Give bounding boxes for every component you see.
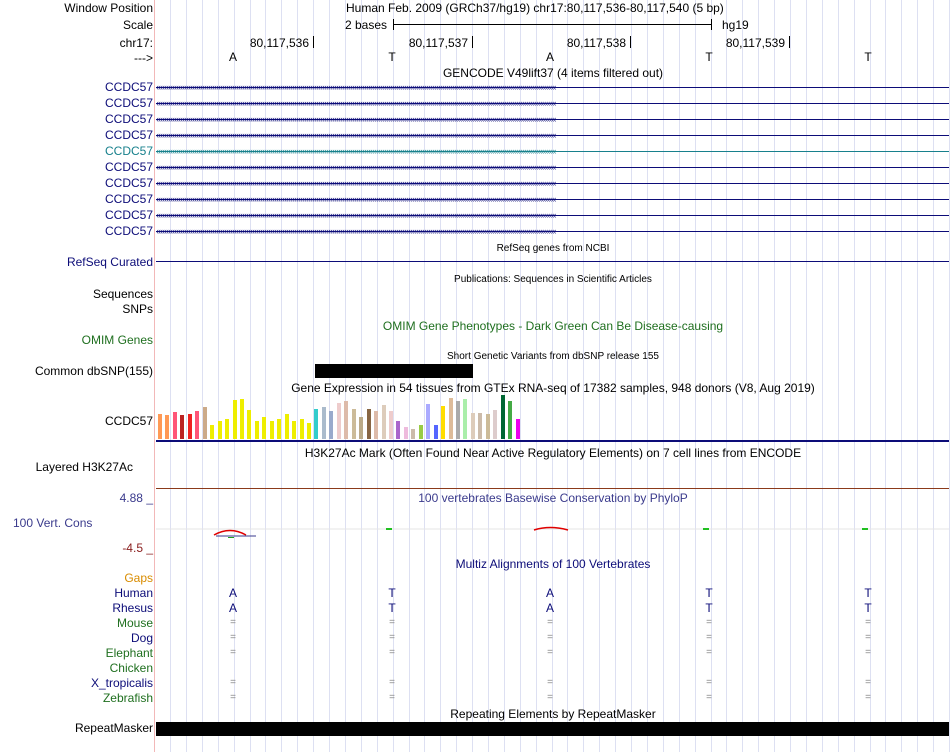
sequences-label[interactable]: Sequences xyxy=(92,287,153,301)
gtex-tissue-bar[interactable] xyxy=(180,415,184,439)
gtex-tissue-bar[interactable] xyxy=(367,409,371,439)
gtex-tissue-bar[interactable] xyxy=(374,411,378,439)
multiz-base: = xyxy=(389,647,395,658)
gtex-tissue-bar[interactable] xyxy=(501,395,505,439)
gtex-tissue-bar[interactable] xyxy=(411,429,415,439)
gencode-transcript[interactable]: ‹‹‹‹‹‹‹‹‹‹‹‹‹‹‹‹‹‹‹‹‹‹‹‹‹‹‹‹‹‹‹‹‹‹‹‹‹‹‹‹‹‹‹‹‹‹‹‹‹‹‹‹‹‹‹‹‹‹‹‹‹‹‹‹‹‹‹‹‹‹‹‹‹‹‹‹‹‹‹‹‹‹‹‹‹‹‹‹‹‹‹‹‹‹‹‹‹‹‹‹‹‹‹‹‹‹‹‹‹‹‹‹‹‹‹‹‹‹‹‹‹‹‹‹‹‹‹‹‹‹‹‹‹‹‹‹‹‹‹‹‹‹‹‹‹‹‹‹‹‹‹‹‹‹‹‹‹‹‹‹‹‹‹‹‹‹‹‹‹‹‹‹‹‹‹‹‹‹‹‹‹‹‹‹‹‹‹‹‹‹‹‹‹‹‹‹‹‹‹‹ xyxy=(156,113,949,127)
gtex-tissue-bar[interactable] xyxy=(285,414,289,439)
multiz-base: T xyxy=(705,601,713,615)
reference-base: T xyxy=(864,50,872,64)
gtex-tissue-bar[interactable] xyxy=(344,401,348,439)
scale-bar xyxy=(393,24,711,25)
multiz-species-label[interactable]: Chicken xyxy=(109,661,153,675)
multiz-species-label[interactable]: Zebrafish xyxy=(102,691,153,705)
multiz-base: = xyxy=(706,632,712,643)
multiz-base: T xyxy=(388,601,396,615)
multiz-base: = xyxy=(230,647,236,658)
phylop-mark-4 xyxy=(703,528,709,530)
dbsnp-feature[interactable] xyxy=(315,364,473,378)
refseq-label[interactable]: RefSeq Curated xyxy=(66,255,153,269)
multiz-base: T xyxy=(388,586,396,600)
scale-value: 2 bases xyxy=(345,18,388,32)
repeatmasker-label[interactable]: RepeatMasker xyxy=(74,721,153,735)
gtex-tissue-bar[interactable] xyxy=(255,421,259,439)
multiz-base: = xyxy=(547,692,553,703)
gtex-tissue-bar[interactable] xyxy=(300,419,304,439)
gencode-track-title[interactable]: GENCODE V49lift37 (4 items filtered out) xyxy=(442,66,664,80)
multiz-base: = xyxy=(865,632,871,643)
gencode-transcript[interactable]: ‹‹‹‹‹‹‹‹‹‹‹‹‹‹‹‹‹‹‹‹‹‹‹‹‹‹‹‹‹‹‹‹‹‹‹‹‹‹‹‹‹‹‹‹‹‹‹‹‹‹‹‹‹‹‹‹‹‹‹‹‹‹‹‹‹‹‹‹‹‹‹‹‹‹‹‹‹‹‹‹‹‹‹‹‹‹‹‹‹‹‹‹‹‹‹‹‹‹‹‹‹‹‹‹‹‹‹‹‹‹‹‹‹‹‹‹‹‹‹‹‹‹‹‹‹‹‹‹‹‹‹‹‹‹‹‹‹‹‹‹‹‹‹‹‹‹‹‹‹‹‹‹‹‹‹‹‹‹‹‹‹‹‹‹‹‹‹‹‹‹‹‹‹‹‹‹‹‹‹‹‹‹‹‹‹‹‹‹‹‹‹‹‹‹‹‹‹‹‹‹ xyxy=(156,129,949,143)
coordinate-label: 80,117,537 xyxy=(408,36,468,50)
coordinate-tick xyxy=(630,36,631,48)
multiz-base: = xyxy=(547,677,553,688)
gencode-gene-label[interactable]: CCDC57 xyxy=(104,112,153,126)
gtex-tissue-bar[interactable] xyxy=(426,404,430,439)
gtex-tissue-bar[interactable] xyxy=(210,425,214,439)
coordinate-tick xyxy=(789,36,790,48)
reference-base: A xyxy=(545,50,554,64)
gencode-gene-label[interactable]: CCDC57 xyxy=(104,80,153,94)
multiz-base: = xyxy=(389,677,395,688)
gtex-tissue-bar[interactable] xyxy=(382,405,386,439)
gencode-transcript[interactable]: ‹‹‹‹‹‹‹‹‹‹‹‹‹‹‹‹‹‹‹‹‹‹‹‹‹‹‹‹‹‹‹‹‹‹‹‹‹‹‹‹‹‹‹‹‹‹‹‹‹‹‹‹‹‹‹‹‹‹‹‹‹‹‹‹‹‹‹‹‹‹‹‹‹‹‹‹‹‹‹‹‹‹‹‹‹‹‹‹‹‹‹‹‹‹‹‹‹‹‹‹‹‹‹‹‹‹‹‹‹‹‹‹‹‹‹‹‹‹‹‹‹‹‹‹‹‹‹‹‹‹‹‹‹‹‹‹‹‹‹‹‹‹‹‹‹‹‹‹‹‹‹‹‹‹‹‹‹‹‹‹‹‹‹‹‹‹‹‹‹‹‹‹‹‹‹‹‹‹‹‹‹‹‹‹‹‹‹‹‹‹‹‹‹‹‹‹‹‹‹‹ xyxy=(156,209,949,223)
multiz-base: = xyxy=(706,677,712,688)
repeatmasker-feature[interactable] xyxy=(156,722,949,736)
gtex-tissue-bar[interactable] xyxy=(352,409,356,439)
gencode-transcript[interactable]: ‹‹‹‹‹‹‹‹‹‹‹‹‹‹‹‹‹‹‹‹‹‹‹‹‹‹‹‹‹‹‹‹‹‹‹‹‹‹‹‹‹‹‹‹‹‹‹‹‹‹‹‹‹‹‹‹‹‹‹‹‹‹‹‹‹‹‹‹‹‹‹‹‹‹‹‹‹‹‹‹‹‹‹‹‹‹‹‹‹‹‹‹‹‹‹‹‹‹‹‹‹‹‹‹‹‹‹‹‹‹‹‹‹‹‹‹‹‹‹‹‹‹‹‹‹‹‹‹‹‹‹‹‹‹‹‹‹‹‹‹‹‹‹‹‹‹‹‹‹‹‹‹‹‹‹‹‹‹‹‹‹‹‹‹‹‹‹‹‹‹‹‹‹‹‹‹‹‹‹‹‹‹‹‹‹‹‹‹‹‹‹‹‹‹‹‹‹‹‹‹ xyxy=(156,193,949,207)
gtex-tissue-bar[interactable] xyxy=(419,425,423,439)
label-divider xyxy=(154,0,155,752)
multiz-base: = xyxy=(547,617,553,628)
gencode-transcript[interactable]: ‹‹‹‹‹‹‹‹‹‹‹‹‹‹‹‹‹‹‹‹‹‹‹‹‹‹‹‹‹‹‹‹‹‹‹‹‹‹‹‹‹‹‹‹‹‹‹‹‹‹‹‹‹‹‹‹‹‹‹‹‹‹‹‹‹‹‹‹‹‹‹‹‹‹‹‹‹‹‹‹‹‹‹‹‹‹‹‹‹‹‹‹‹‹‹‹‹‹‹‹‹‹‹‹‹‹‹‹‹‹‹‹‹‹‹‹‹‹‹‹‹‹‹‹‹‹‹‹‹‹‹‹‹‹‹‹‹‹‹‹‹‹‹‹‹‹‹‹‹‹‹‹‹‹‹‹‹‹‹‹‹‹‹‹‹‹‹‹‹‹‹‹‹‹‹‹‹‹‹‹‹‹‹‹‹‹‹‹‹‹‹‹‹‹‹‹‹‹‹‹ xyxy=(156,161,949,175)
gtex-tissue-bar[interactable] xyxy=(434,425,438,439)
scale-label: Scale xyxy=(122,18,153,32)
scale-bar-right-tick xyxy=(711,19,712,30)
multiz-species-label[interactable]: Human xyxy=(114,586,153,600)
multiz-base: = xyxy=(706,692,712,703)
gtex-tissue-bar[interactable] xyxy=(270,421,274,439)
gtex-tissue-bar[interactable] xyxy=(463,399,467,439)
gtex-track-title[interactable]: Gene Expression in 54 tissues from GTEx RNA-seq of 17382 samples, 948 donors (V8, Aug 2019) xyxy=(291,381,815,395)
multiz-species-label[interactable]: Rhesus xyxy=(112,601,153,615)
gtex-tissue-bar[interactable] xyxy=(307,423,311,439)
multiz-base: = xyxy=(865,692,871,703)
dbsnp-track-title[interactable]: Short Genetic Variants from dbSNP release 155 xyxy=(447,351,659,362)
gtex-tissue-bar[interactable] xyxy=(486,414,490,439)
multiz-species-label[interactable]: Dog xyxy=(130,631,153,645)
gtex-tissue-bar[interactable] xyxy=(203,407,207,439)
multiz-base: = xyxy=(230,617,236,628)
gencode-transcript[interactable]: ‹‹‹‹‹‹‹‹‹‹‹‹‹‹‹‹‹‹‹‹‹‹‹‹‹‹‹‹‹‹‹‹‹‹‹‹‹‹‹‹‹‹‹‹‹‹‹‹‹‹‹‹‹‹‹‹‹‹‹‹‹‹‹‹‹‹‹‹‹‹‹‹‹‹‹‹‹‹‹‹‹‹‹‹‹‹‹‹‹‹‹‹‹‹‹‹‹‹‹‹‹‹‹‹‹‹‹‹‹‹‹‹‹‹‹‹‹‹‹‹‹‹‹‹‹‹‹‹‹‹‹‹‹‹‹‹‹‹‹‹‹‹‹‹‹‹‹‹‹‹‹‹‹‹‹‹‹‹‹‹‹‹‹‹‹‹‹‹‹‹‹‹‹‹‹‹‹‹‹‹‹‹‹‹‹‹‹‹‹‹‹‹‹‹‹‹‹‹‹‹ xyxy=(156,177,949,191)
multiz-base: = xyxy=(389,617,395,628)
refseq-feature[interactable] xyxy=(156,261,949,262)
multiz-base: A xyxy=(228,601,237,615)
scale-bar-left-tick xyxy=(393,19,394,30)
gtex-tissue-bar[interactable] xyxy=(508,401,512,439)
coordinate-label: 80,117,539 xyxy=(725,36,785,50)
gencode-transcript[interactable]: ‹‹‹‹‹‹‹‹‹‹‹‹‹‹‹‹‹‹‹‹‹‹‹‹‹‹‹‹‹‹‹‹‹‹‹‹‹‹‹‹‹‹‹‹‹‹‹‹‹‹‹‹‹‹‹‹‹‹‹‹‹‹‹‹‹‹‹‹‹‹‹‹‹‹‹‹‹‹‹‹‹‹‹‹‹‹‹‹‹‹‹‹‹‹‹‹‹‹‹‹‹‹‹‹‹‹‹‹‹‹‹‹‹‹‹‹‹‹‹‹‹‹‹‹‹‹‹‹‹‹‹‹‹‹‹‹‹‹‹‹‹‹‹‹‹‹‹‹‹‹‹‹‹‹‹‹‹‹‹‹‹‹‹‹‹‹‹‹‹‹‹‹‹‹‹‹‹‹‹‹‹‹‹‹‹‹‹‹‹‹‹‹‹‹‹‹‹‹‹‹ xyxy=(156,81,949,95)
gtex-tissue-bar[interactable] xyxy=(389,411,393,439)
gtex-tissue-bar[interactable] xyxy=(322,407,326,439)
gtex-tissue-bar[interactable] xyxy=(262,417,266,439)
multiz-base: = xyxy=(865,617,871,628)
gtex-tissue-bar[interactable] xyxy=(449,398,453,439)
gencode-transcript[interactable]: ‹‹‹‹‹‹‹‹‹‹‹‹‹‹‹‹‹‹‹‹‹‹‹‹‹‹‹‹‹‹‹‹‹‹‹‹‹‹‹‹‹‹‹‹‹‹‹‹‹‹‹‹‹‹‹‹‹‹‹‹‹‹‹‹‹‹‹‹‹‹‹‹‹‹‹‹‹‹‹‹‹‹‹‹‹‹‹‹‹‹‹‹‹‹‹‹‹‹‹‹‹‹‹‹‹‹‹‹‹‹‹‹‹‹‹‹‹‹‹‹‹‹‹‹‹‹‹‹‹‹‹‹‹‹‹‹‹‹‹‹‹‹‹‹‹‹‹‹‹‹‹‹‹‹‹‹‹‹‹‹‹‹‹‹‹‹‹‹‹‹‹‹‹‹‹‹‹‹‹‹‹‹‹‹‹‹‹‹‹‹‹‹‹‹‹‹‹‹‹‹ xyxy=(156,225,949,239)
multiz-species-label[interactable]: Elephant xyxy=(105,646,153,660)
refseq-track-title[interactable]: RefSeq genes from NCBI xyxy=(496,243,610,254)
gtex-label[interactable]: CCDC57 xyxy=(104,414,153,428)
multiz-base: A xyxy=(228,586,237,600)
multiz-base: = xyxy=(706,647,712,658)
gtex-tissue-bar[interactable] xyxy=(165,415,169,439)
h3k27ac-baseline xyxy=(156,488,949,489)
gencode-gene-label[interactable]: CCDC57 xyxy=(104,160,153,174)
gencode-transcript[interactable]: ‹‹‹‹‹‹‹‹‹‹‹‹‹‹‹‹‹‹‹‹‹‹‹‹‹‹‹‹‹‹‹‹‹‹‹‹‹‹‹‹‹‹‹‹‹‹‹‹‹‹‹‹‹‹‹‹‹‹‹‹‹‹‹‹‹‹‹‹‹‹‹‹‹‹‹‹‹‹‹‹‹‹‹‹‹‹‹‹‹‹‹‹‹‹‹‹‹‹‹‹‹‹‹‹‹‹‹‹‹‹‹‹‹‹‹‹‹‹‹‹‹‹‹‹‹‹‹‹‹‹‹‹‹‹‹‹‹‹‹‹‹‹‹‹‹‹‹‹‹‹‹‹‹‹‹‹‹‹‹‹‹‹‹‹‹‹‹‹‹‹‹‹‹‹‹‹‹‹‹‹‹‹‹‹‹‹‹‹‹‹‹‹‹‹‹‹‹‹‹‹ xyxy=(156,97,949,111)
phylop-min-label: -4.5 _ xyxy=(122,541,153,555)
multiz-species-label[interactable]: Mouse xyxy=(116,616,153,630)
gencode-gene-label[interactable]: CCDC57 xyxy=(104,96,153,110)
multiz-base: = xyxy=(389,692,395,703)
multiz-base: = xyxy=(865,677,871,688)
reference-base: T xyxy=(388,50,396,64)
phylop-graph[interactable] xyxy=(156,520,949,544)
gencode-gene-label[interactable]: CCDC57 xyxy=(104,192,153,206)
gtex-tissue-bar[interactable] xyxy=(158,414,162,439)
gtex-tissue-bar[interactable] xyxy=(329,411,333,439)
reference-base: A xyxy=(228,50,237,64)
multiz-base: = xyxy=(547,647,553,658)
gencode-gene-label[interactable]: CCDC57 xyxy=(104,208,153,222)
publications-track-title[interactable]: Publications: Sequences in Scientific Articles xyxy=(454,274,652,285)
gtex-tissue-bar[interactable] xyxy=(337,403,341,439)
multiz-base: = xyxy=(230,632,236,643)
coordinate-label: 80,117,538 xyxy=(566,36,626,50)
gtex-tissue-bar[interactable] xyxy=(456,401,460,439)
gencode-transcript[interactable]: ‹‹‹‹‹‹‹‹‹‹‹‹‹‹‹‹‹‹‹‹‹‹‹‹‹‹‹‹‹‹‹‹‹‹‹‹‹‹‹‹‹‹‹‹‹‹‹‹‹‹‹‹‹‹‹‹‹‹‹‹‹‹‹‹‹‹‹‹‹‹‹‹‹‹‹‹‹‹‹‹‹‹‹‹‹‹‹‹‹‹‹‹‹‹‹‹‹‹‹‹‹‹‹‹‹‹‹‹‹‹‹‹‹‹‹‹‹‹‹‹‹‹‹‹‹‹‹‹‹‹‹‹‹‹‹‹‹‹‹‹‹‹‹‹‹‹‹‹‹‹‹‹‹‹‹‹‹‹‹‹‹‹‹‹‹‹‹‹‹‹‹‹‹‹‹‹‹‹‹‹‹‹‹‹‹‹‹‹‹‹‹‹‹‹‹‹‹‹‹‹ xyxy=(156,145,949,159)
snps-label[interactable]: SNPs xyxy=(122,302,153,316)
chrom-label: chr17: xyxy=(119,36,153,50)
phylop-mark-5 xyxy=(862,528,868,530)
multiz-base: = xyxy=(547,632,553,643)
gtex-tissue-bar[interactable] xyxy=(225,419,229,439)
gtex-tissue-bar[interactable] xyxy=(188,414,192,439)
h3k27ac-label[interactable]: Layered H3K27Ac xyxy=(35,460,133,474)
gtex-gene-line[interactable] xyxy=(156,440,949,442)
multiz-base: = xyxy=(230,692,236,703)
gtex-bar-chart[interactable] xyxy=(156,396,949,439)
multiz-track-title[interactable]: Multiz Alignments of 100 Vertebrates xyxy=(455,557,651,571)
dbsnp-label[interactable]: Common dbSNP(155) xyxy=(34,364,153,378)
gtex-tissue-bar[interactable] xyxy=(441,406,445,439)
multiz-species-label[interactable]: X_tropicalis xyxy=(90,676,153,690)
gtex-tissue-bar[interactable] xyxy=(493,410,497,439)
multiz-base: = xyxy=(865,647,871,658)
h3k27ac-track-title[interactable]: H3K27Ac Mark (Often Found Near Active Regulatory Elements) on 7 cell lines from ENCODE xyxy=(304,446,802,460)
omim-label[interactable]: OMIM Genes xyxy=(81,333,153,347)
phylop-track-title[interactable]: 100 vertebrates Basewise Conservation by PhyloP xyxy=(418,491,688,505)
window-position-label: Window Position xyxy=(64,1,153,15)
phylop-label[interactable]: 100 Vert. Cons xyxy=(13,516,93,530)
multiz-base: A xyxy=(545,601,554,615)
gtex-tissue-bar[interactable] xyxy=(240,399,244,439)
multiz-base: T xyxy=(705,586,713,600)
gtex-tissue-bar[interactable] xyxy=(233,400,237,439)
gtex-tissue-bar[interactable] xyxy=(247,410,251,439)
gtex-tissue-bar[interactable] xyxy=(173,412,177,439)
phylop-peak-1 xyxy=(214,531,246,536)
gtex-tissue-bar[interactable] xyxy=(396,421,400,439)
phylop-max-label: 4.88 _ xyxy=(119,491,153,505)
strand-label: ---> xyxy=(134,51,153,65)
coordinate-tick xyxy=(313,36,314,48)
gtex-tissue-bar[interactable] xyxy=(195,411,199,439)
gtex-tissue-bar[interactable] xyxy=(404,427,408,439)
multiz-base: = xyxy=(389,632,395,643)
multiz-base: T xyxy=(864,601,872,615)
window-position-value: Human Feb. 2009 (GRCh37/hg19) chr17:80,117,536-80,117,540 (5 bp) xyxy=(346,1,724,15)
multiz-species-label[interactable]: Gaps xyxy=(124,571,153,585)
scale-assembly: hg19 xyxy=(722,18,749,32)
multiz-base: A xyxy=(545,586,554,600)
gtex-tissue-bar[interactable] xyxy=(359,417,363,439)
gencode-gene-label[interactable]: CCDC57 xyxy=(104,176,153,190)
omim-track-title[interactable]: OMIM Gene Phenotypes - Dark Green Can Be Disease-causing xyxy=(382,319,724,333)
coordinate-label: 80,117,536 xyxy=(249,36,309,50)
multiz-base: = xyxy=(230,677,236,688)
gtex-tissue-bar[interactable] xyxy=(292,421,296,439)
gtex-tissue-bar[interactable] xyxy=(516,419,520,439)
phylop-mark-2 xyxy=(386,528,392,530)
gtex-tissue-bar[interactable] xyxy=(471,413,475,439)
gtex-tissue-bar[interactable] xyxy=(277,419,281,439)
multiz-base: T xyxy=(864,586,872,600)
reference-base: T xyxy=(705,50,713,64)
gtex-tissue-bar[interactable] xyxy=(478,413,482,439)
multiz-base: = xyxy=(706,617,712,628)
gtex-tissue-bar[interactable] xyxy=(314,409,318,439)
gencode-gene-label[interactable]: CCDC57 xyxy=(104,224,153,238)
repeatmasker-track-title[interactable]: Repeating Elements by RepeatMasker xyxy=(450,707,656,721)
gencode-gene-label[interactable]: CCDC57 xyxy=(104,128,153,142)
gtex-tissue-bar[interactable] xyxy=(218,421,222,439)
coordinate-tick xyxy=(472,36,473,48)
gencode-gene-label[interactable]: CCDC57 xyxy=(104,144,153,158)
